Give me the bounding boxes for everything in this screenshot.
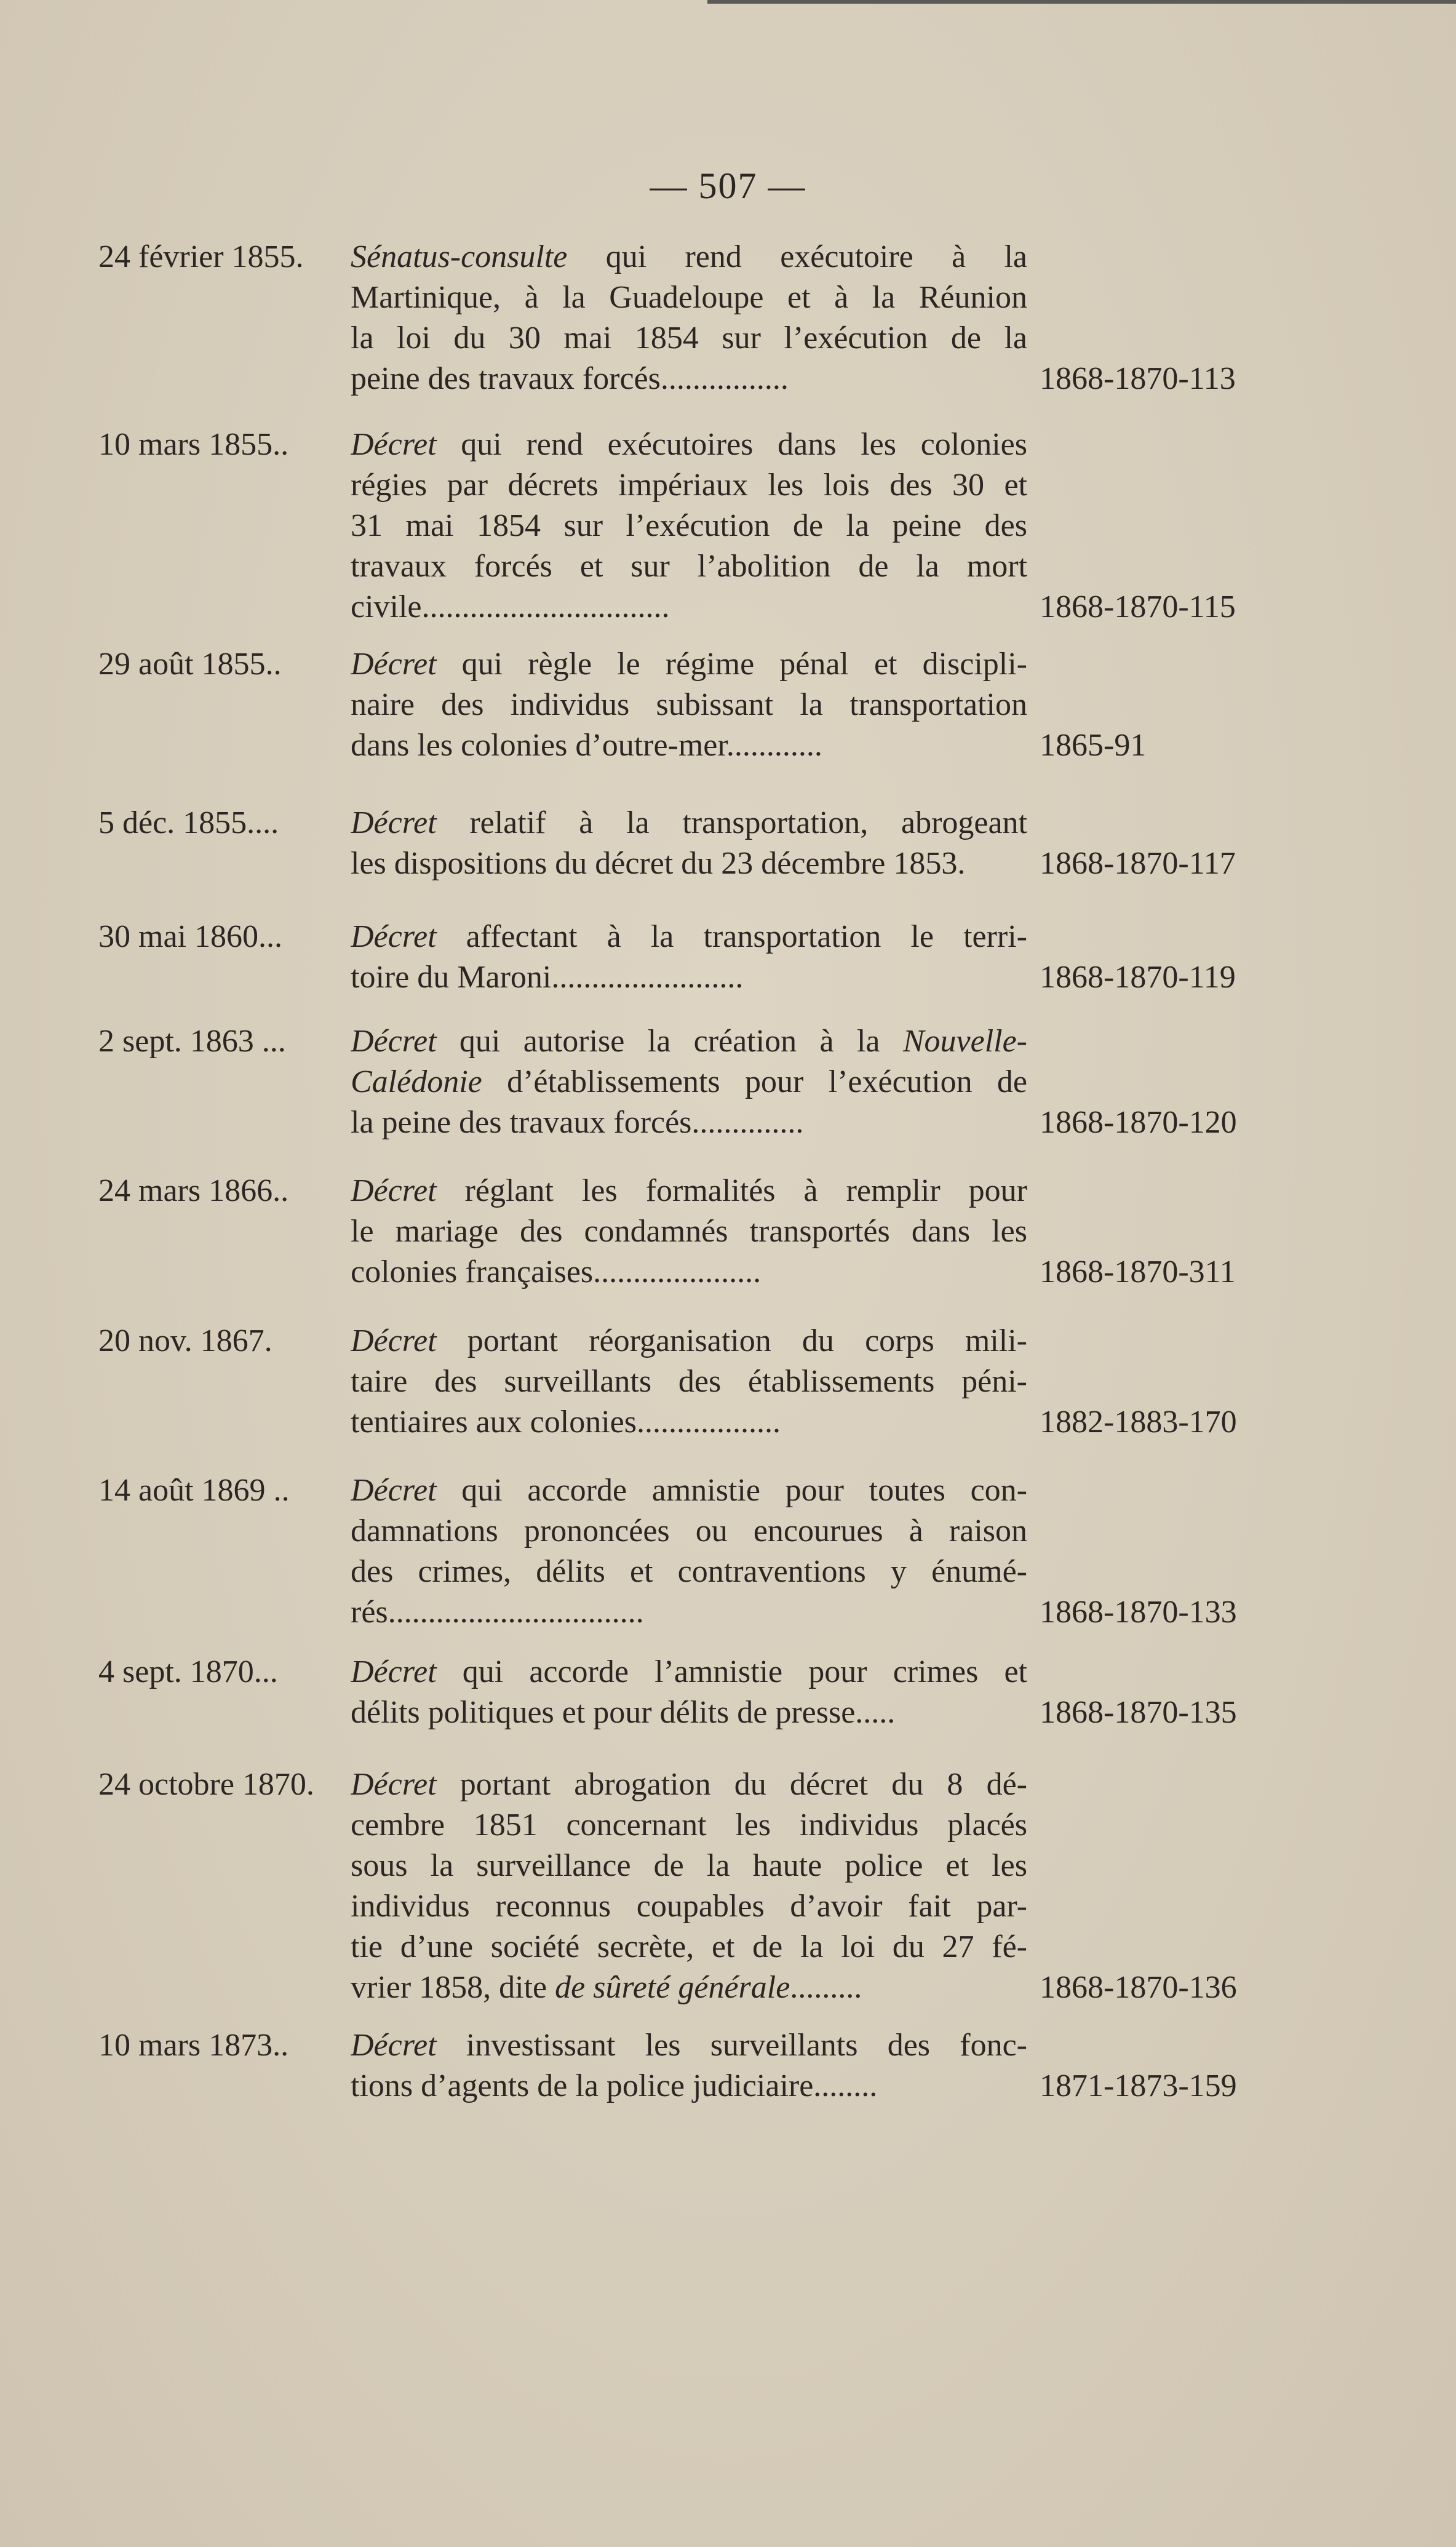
text-segment: civile............................... xyxy=(351,589,670,624)
bulletin-reference: 1882-1883-170 xyxy=(1040,1405,1237,1440)
text-segment: investissant les surveillants des fonc- xyxy=(436,2028,1027,2063)
bulletin-reference: 1868-1870-119 xyxy=(1040,960,1236,995)
text-segment: peine des travaux forcés................ xyxy=(351,361,789,396)
entry-description xyxy=(351,1652,1027,1733)
entry-description xyxy=(351,1321,1027,1443)
entry-description xyxy=(351,917,1027,998)
entry-line xyxy=(351,318,1027,359)
bulletin-reference: 1868-1870-120 xyxy=(1040,1105,1237,1140)
entry-line xyxy=(351,2066,1027,2107)
text-segment: damnations prononcées ou encourues à raison xyxy=(351,1513,1027,1549)
entry-line xyxy=(351,1652,1027,1692)
entry-description xyxy=(351,237,1027,399)
entry-line xyxy=(351,725,1027,766)
text-segment: naire des individus subissant la transportation xyxy=(351,687,1027,722)
italic-text: Décret xyxy=(351,2028,437,2063)
entry-line xyxy=(351,237,1027,277)
entry-line xyxy=(351,1252,1027,1293)
entry-line xyxy=(351,1470,1027,1511)
entry-line xyxy=(351,1552,1027,1592)
italic-text: Décret xyxy=(351,1173,437,1208)
text-segment: régies par décrets impériaux les lois des 30 et xyxy=(351,468,1027,503)
entry-line xyxy=(351,917,1027,957)
bulletin-reference: 1871-1873-159 xyxy=(1040,2068,1237,2103)
text-segment: colonies françaises..................... xyxy=(351,1254,762,1289)
entry-description xyxy=(351,1021,1027,1143)
bulletin-reference: 1868-1870-115 xyxy=(1040,589,1236,624)
italic-text: Décret xyxy=(351,805,437,840)
entry-line xyxy=(351,803,1027,843)
entry-date: 30 mai 1860... xyxy=(98,919,282,954)
text-segment: Martinique, à la Guadeloupe et à la Réunion xyxy=(351,280,1027,315)
text-segment: la loi du 30 mai 1854 sur l’exécution de la xyxy=(351,321,1027,356)
entry-date: 10 mars 1855.. xyxy=(98,427,289,462)
text-segment: qui autorise la création à la xyxy=(436,1024,903,1059)
text-segment: tie d’une société secrète, et de la loi du 27 fé- xyxy=(351,1929,1027,1964)
entry-line xyxy=(351,1805,1027,1846)
top-edge-rule xyxy=(707,0,1456,4)
text-segment: qui règle le régime pénal et discipli- xyxy=(436,647,1027,682)
entry-line xyxy=(351,1321,1027,1361)
text-segment: réglant les formalités à remplir pour xyxy=(436,1173,1027,1208)
text-segment: qui accorde amnistie pour toutes con- xyxy=(436,1473,1027,1508)
entry-line xyxy=(351,685,1027,725)
entry-date: 29 août 1855.. xyxy=(98,647,282,682)
bulletin-reference: 1868-1870-117 xyxy=(1040,846,1236,881)
text-segment: affectant à la transportation le terri- xyxy=(436,919,1027,954)
entry-line xyxy=(351,644,1027,685)
entry-description xyxy=(351,1171,1027,1293)
entry-line xyxy=(351,1846,1027,1886)
entry-date: 4 sept. 1870... xyxy=(98,1654,278,1689)
entry-date: 2 sept. 1863 ... xyxy=(98,1024,286,1059)
text-segment: ......... xyxy=(790,1970,862,2005)
entry-date: 24 mars 1866.. xyxy=(98,1173,289,1208)
italic-text: Décret xyxy=(351,919,437,954)
italic-text: Décret xyxy=(351,1323,437,1358)
italic-text: Décret xyxy=(351,427,437,462)
bulletin-reference: 1865-91 xyxy=(1040,728,1147,763)
text-segment: vrier 1858, dite xyxy=(351,1970,555,2005)
entry-description xyxy=(351,644,1027,766)
text-segment: portant abrogation du décret du 8 dé- xyxy=(436,1767,1027,1802)
bulletin-reference: 1868-1870-135 xyxy=(1040,1695,1237,1730)
entry-line xyxy=(351,843,1027,884)
entry-line xyxy=(351,277,1027,318)
bulletin-reference: 1868-1870-113 xyxy=(1040,361,1236,396)
entry-date: 10 mars 1873.. xyxy=(98,2028,289,2063)
bulletin-reference: 1868-1870-311 xyxy=(1040,1254,1236,1289)
text-segment: la peine des travaux forcés.............. xyxy=(351,1105,804,1140)
text-segment: d’établissements pour l’exécution de xyxy=(482,1064,1027,1099)
text-segment: sous la surveillance de la haute police et les xyxy=(351,1848,1027,1883)
italic-text: Décret xyxy=(351,1654,437,1689)
text-segment: tentiaires aux colonies.................. xyxy=(351,1405,781,1440)
entry-date: 24 février 1855. xyxy=(98,239,304,274)
entry-line xyxy=(351,359,1027,399)
entry-description xyxy=(351,803,1027,884)
bulletin-reference: 1868-1870-133 xyxy=(1040,1595,1237,1630)
italic-text: Décret xyxy=(351,1767,437,1802)
text-segment: travaux forcés et sur l’abolition de la mort xyxy=(351,549,1027,584)
page-number: — 507 — xyxy=(650,165,806,206)
text-segment: délits politiques et pour délits de presse..... xyxy=(351,1695,896,1730)
entry-line xyxy=(351,1062,1027,1102)
text-segment: les dispositions du décret du 23 décembre 1853. xyxy=(351,846,966,881)
entry-description xyxy=(351,1764,1027,2008)
italic-text: Nouvelle- xyxy=(902,1024,1027,1059)
entry-date: 14 août 1869 .. xyxy=(98,1473,290,1508)
entry-description xyxy=(351,1470,1027,1633)
entry-date: 20 nov. 1867. xyxy=(98,1323,273,1358)
italic-text: Calédonie xyxy=(351,1064,482,1099)
italic-text: Décret xyxy=(351,647,437,682)
text-segment: toire du Maroni........................ xyxy=(351,960,744,995)
entry-line xyxy=(351,465,1027,506)
entry-line xyxy=(351,1021,1027,1062)
entry-line xyxy=(351,1967,1027,2008)
entry-line xyxy=(351,1402,1027,1443)
entry-date: 5 déc. 1855.... xyxy=(98,805,279,840)
text-segment: qui rend exécutoire à la xyxy=(567,239,1027,274)
text-segment: le mariage des condamnés transportés dans les xyxy=(351,1214,1027,1249)
entry-line xyxy=(351,1886,1027,1927)
entry-line xyxy=(351,1692,1027,1733)
entry-line xyxy=(351,506,1027,546)
text-segment: relatif à la transportation, abrogeant xyxy=(436,805,1027,840)
bulletin-reference: 1868-1870-136 xyxy=(1040,1970,1237,2005)
entry-description xyxy=(351,2025,1027,2107)
entry-line xyxy=(351,587,1027,628)
entry-description xyxy=(351,424,1027,628)
entry-line xyxy=(351,1361,1027,1402)
text-segment: rés................................ xyxy=(351,1595,644,1630)
entry-line xyxy=(351,424,1027,465)
text-segment: 31 mai 1854 sur l’exécution de la peine des xyxy=(351,508,1027,543)
text-segment: cembre 1851 concernant les individus placés xyxy=(351,1808,1027,1843)
entry-line xyxy=(351,1927,1027,1967)
entry-date: 24 octobre 1870. xyxy=(98,1767,314,1802)
text-segment: portant réorganisation du corps mili- xyxy=(436,1323,1027,1358)
text-segment: dans les colonies d’outre-mer............ xyxy=(351,728,822,763)
entry-line xyxy=(351,2025,1027,2066)
entry-line xyxy=(351,1592,1027,1633)
text-segment: qui accorde l’amnistie pour crimes et xyxy=(436,1654,1027,1689)
entry-line xyxy=(351,1764,1027,1805)
italic-text: Décret xyxy=(351,1473,437,1508)
italic-text: Sénatus-consulte xyxy=(351,239,568,274)
entry-line xyxy=(351,1511,1027,1552)
text-segment: qui rend exécutoires dans les colonies xyxy=(436,427,1027,462)
text-segment: taire des surveillants des établissements péni- xyxy=(351,1364,1027,1399)
entry-line xyxy=(351,957,1027,998)
entry-line xyxy=(351,546,1027,587)
italic-text: de sûreté générale xyxy=(555,1970,790,2005)
text-segment: tions d’agents de la police judiciaire........ xyxy=(351,2068,878,2103)
entry-line xyxy=(351,1171,1027,1211)
text-segment: des crimes, délits et contraventions y énumé- xyxy=(351,1554,1027,1589)
text-segment: individus reconnus coupables d’avoir fait par- xyxy=(351,1889,1027,1924)
entry-line xyxy=(351,1102,1027,1143)
italic-text: Décret xyxy=(351,1024,437,1059)
entry-line xyxy=(351,1211,1027,1252)
